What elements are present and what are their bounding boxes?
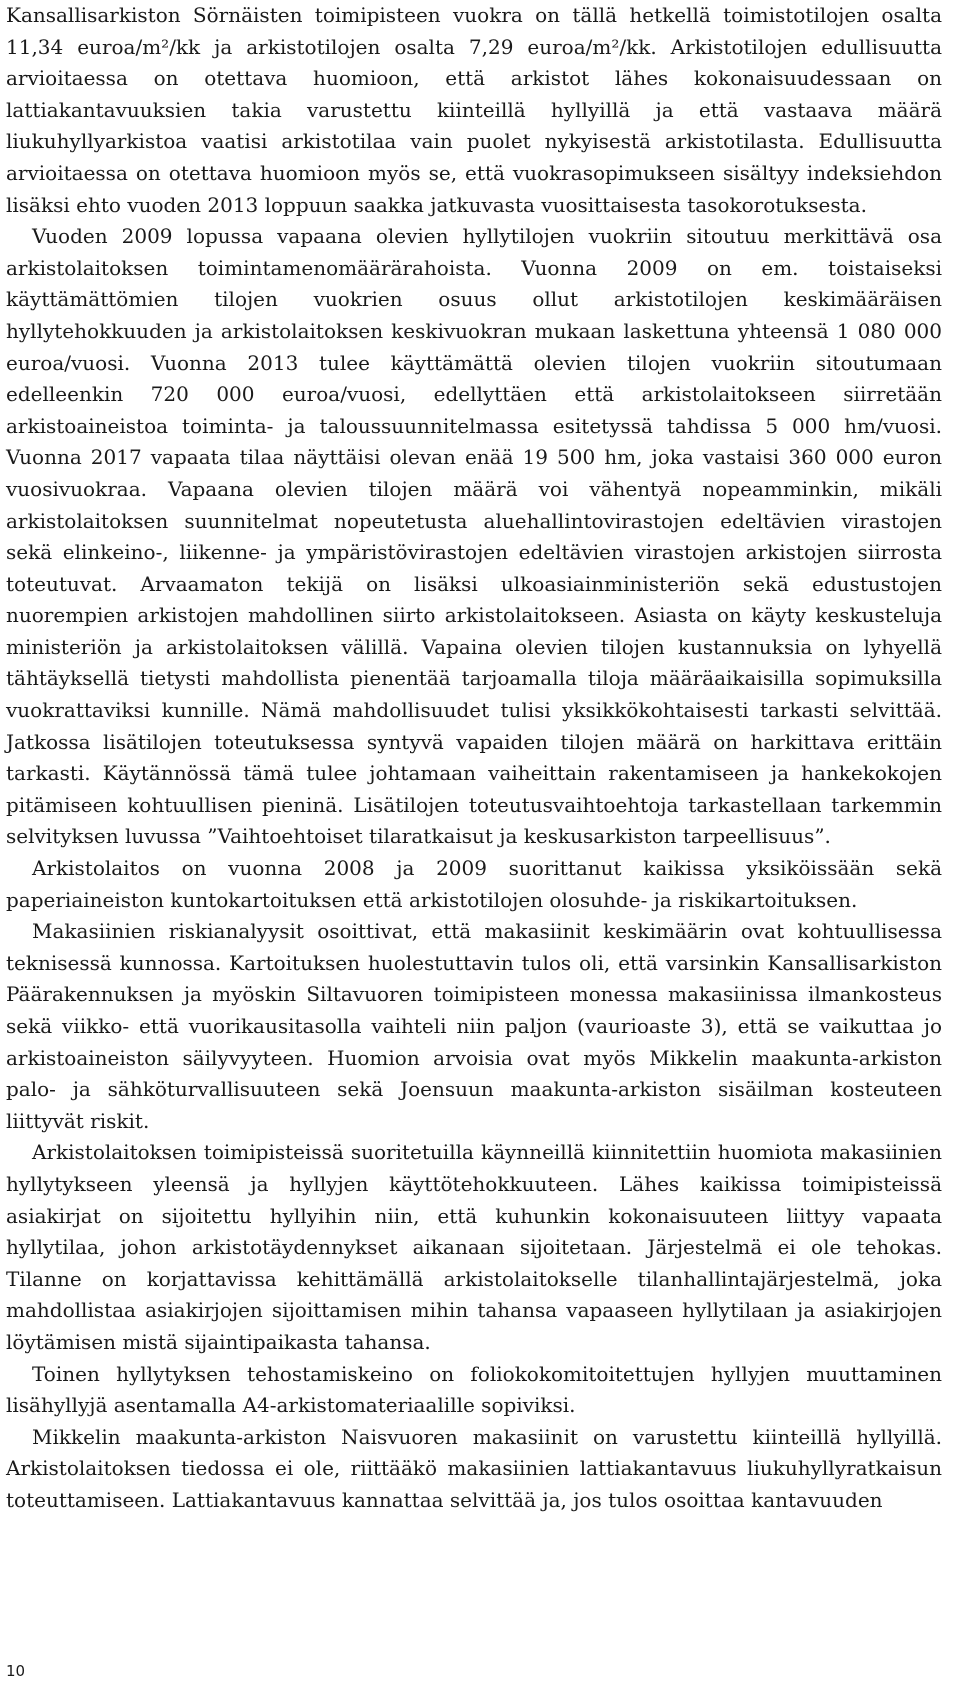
paragraph-3: Arkistolaitos on vuonna 2008 ja 2009 suorittanut kaikissa yksiköissään sekä paperiaineiston kuntokartoituksen että arkistotilojen olosuhde- ja riskikartoituksen. [6, 856, 942, 912]
page-number: 10 [6, 1662, 26, 1680]
body-text [6, 0, 942, 1517]
paragraph-5: Arkistolaitoksen toimipisteissä suoritetuilla käynneillä kiinnitettiin huomiota makasiinien hyllytykseen yleensä ja hyllyjen käyttötehokkuuteen. Lähes kaikissa toimipisteissä asiakirjat on sijoitettu hyllyihin niin, että kuhunkin kokonaisuuteen liittyy vapaata hyllytilaa, johon arkistotäydennykset aikanaan sijoitetaan. Järjestelmä ei ole tehokas. Tilanne on korjattavissa kehittämällä arkistolaitokselle tilanhallintajärjestelmä, joka mahdollistaa asiakirjojen sijoittamisen mihin tahansa vapaaseen hyllytilaan ja asiakirjojen löytämisen mistä sijaintipaikasta tahansa. [6, 1140, 942, 1354]
paragraph-1: Kansallisarkiston Sörnäisten toimipisteen vuokra on tällä hetkellä toimistotilojen osalta 11,34 euroa/m²/kk ja arkistotilojen osalta 7,29 euroa/m²/kk. Arkistotilojen edullisuutta arvioitaessa on otettava huomioon, että arkistot lähes kokonaisuudessaan on lattiakantavuuksien takia varustettu kiinteillä hyllyillä ja että vastaava määrä liukuhyllyarkistoa vaatisi arkistotilaa vain puolet nykyisestä arkistotilasta. Edullisuutta arvioitaessa on otettava huomioon myös se, että vuokrasopimukseen sisältyy indeksiehdon lisäksi ehto vuoden 2013 loppuun saakka jatkuvasta vuosittaisesta tasokorotuksesta. [6, 3, 942, 217]
paragraph-2: Vuoden 2009 lopussa vapaana olevien hyllytilojen vuokriin sitoutuu merkittävä osa arkistolaitoksen toimintamenomäärärahoista. Vuonna 2009 on em. toistaiseksi käyttämättömien tilojen vuokrien osuus ollut arkistotilojen keskimääräisen hyllytehokkuuden ja arkistolaitoksen keskivuokran mukaan laskettuna yhteensä 1 080 000 euroa/vuosi. Vuonna 2013 tulee käyttämättä olevien tilojen vuokriin sitoutumaan edelleenkin 720 000 euroa/vuosi, edellyttäen että arkistolaitokseen siirretään arkistoaineistoa toiminta- ja taloussuunnitelmassa esitetyssä tahdissa 5 000 hm/vuosi. Vuonna 2017 vapaata tilaa näyttäisi olevan enää 19 500 hm, joka vastaisi 360 000 euron vuosivuokraa. Vapaana olevien tilojen määrä voi vähentyä nopeamminkin, mikäli arkistolaitoksen suunnitelmat nopeutetusta aluehallintovirastojen edeltävien virastojen sekä elinkeino-, liikenne- ja ympäristövirastojen edeltävien virastojen arkistojen siirrosta toteutuvat. Arvaamaton tekijä on lisäksi ulkoasiainministeriön sekä edustustojen nuorempien arkistojen mahdollinen siirto arkistolaitokseen. Asiasta on käyty keskusteluja ministeriön ja arkistolaitoksen välillä. Vapaina olevien tilojen kustannuksia on lyhyellä tähtäyksellä tietysti mahdollista pienentää tarjoamalla tiloja määräaikaisilla sopimuksilla vuokrattaviksi kunnille. Nämä mahdollisuudet tulisi yksikkökohtaisesti tarkasti selvittää. Jatkossa lisätilojen toteutuksessa syntyvä vapaiden tilojen määrä on harkittava erittäin tarkasti. Käytännössä tämä tulee johtamaan vaiheittain rakentamiseen ja hankekokojen pitämiseen kohtuullisen pieninä. Lisätilojen toteutusvaihtoehtoja tarkastellaan tarkemmin selvityksen luvussa ”Vaihtoehtoiset tilaratkaisut ja keskusarkiston tarpeellisuus”. [6, 224, 942, 849]
paragraph-4: Makasiinien riskianalyysit osoittivat, että makasiinit keskimäärin ovat kohtuullisessa teknisessä kunnossa. Kartoituksen huolestuttavin tulos oli, että varsinkin Kansallisarkiston Päärakennuksen ja myöskin Siltavuoren toimipisteen monessa makasiinissa ilmankosteus sekä viikko- että vuorikausitasolla vaihteli niin paljon (vaurioaste 3), että se vaikuttaa jo arkistoaineiston säilyvyyteen. Huomion arvoisia ovat myös Mikkelin maakunta-arkiston palo- ja sähköturvallisuuteen sekä Joensuun maakunta-arkiston sisäilman kosteuteen liittyvät riskit. [6, 919, 942, 1133]
paragraph-6: Toinen hyllytyksen tehostamiskeino on foliokokomitoitettujen hyllyjen muuttaminen lisähyllyjä asentamalla A4-arkistomateriaalille sopiviksi. [6, 1361, 942, 1418]
paragraph-7: Mikkelin maakunta-arkiston Naisvuoren makasiinit on varustettu kiinteillä hyllyillä. Arkistolaitoksen tiedossa ei ole, riittääkö makasiinien lattiakantavuus liukuhyllyratkaisun toteuttamiseen. Lattiakantavuus kannattaa selvittää ja, jos tulos osoittaa kantavuuden [6, 1424, 942, 1512]
